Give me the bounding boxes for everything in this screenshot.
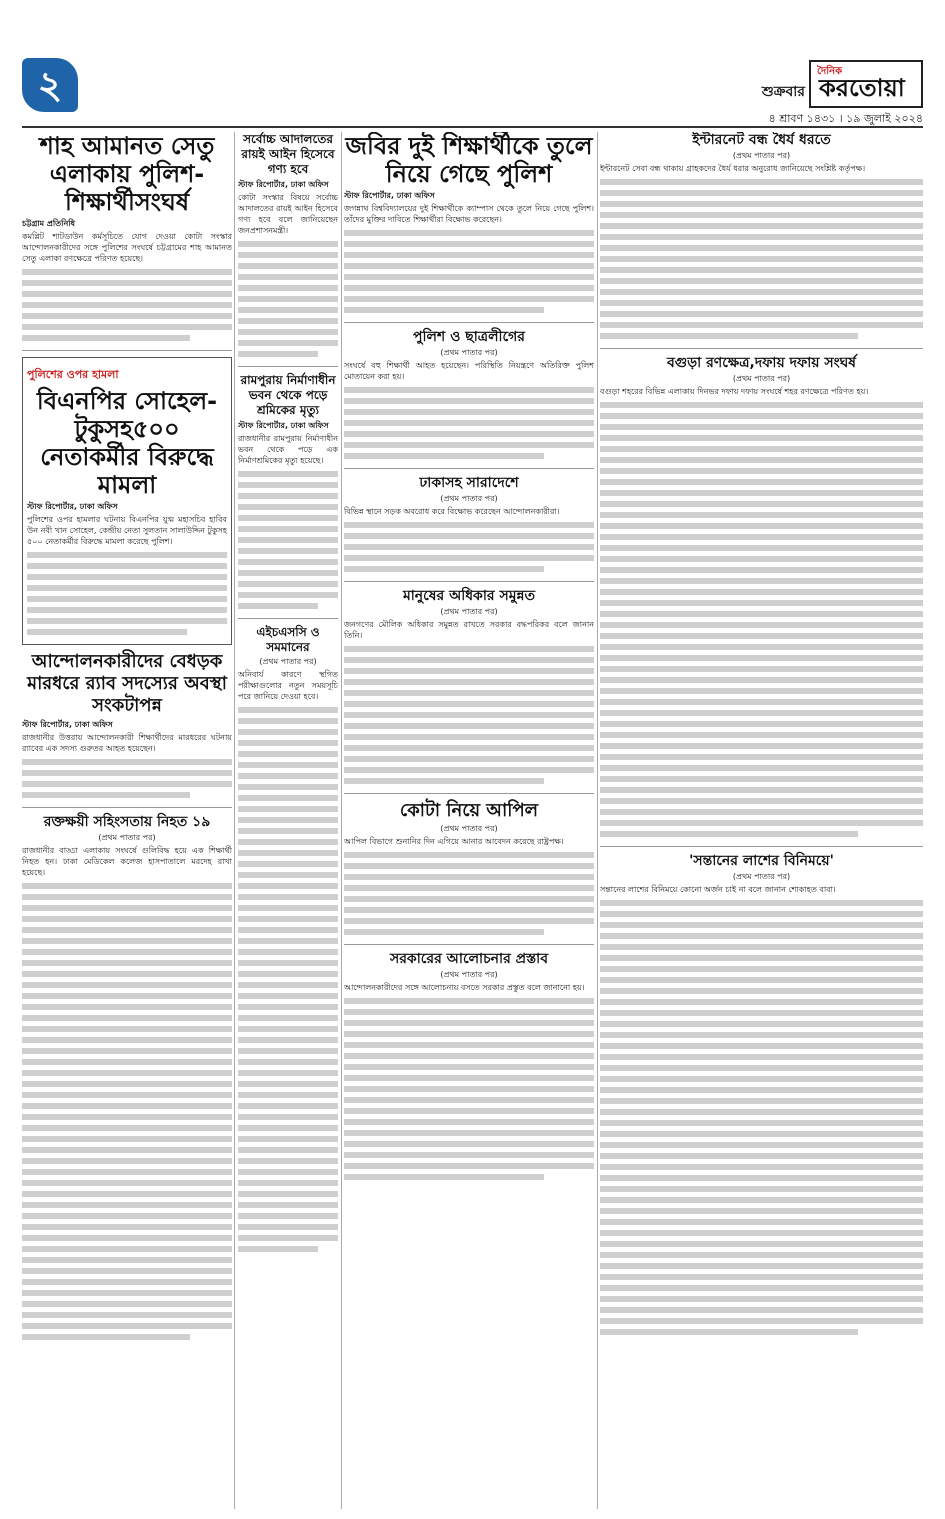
byline: চট্টগ্রাম প্রতিনিধি [22,219,76,228]
continuation: (প্রথম পাতার পর) [440,494,498,503]
story-violence-19 [22,814,232,1349]
story-bnp-case [22,357,232,645]
continuation: (প্রথম পাতার পর) [440,970,498,979]
story-text: বিভিন্ন স্থানে সড়ক অবরোধ করে বিক্ষোভ করেছেন আন্দোলনকারীরা। [344,507,560,516]
continuation: (প্রথম পাতার পর) [440,348,498,357]
story-shah-amanat [22,132,232,351]
logo-main-text: করতোয়া [819,74,905,102]
headline: পুলিশ ও ছাত্রলীগের [412,329,526,345]
story-text: ইন্টারনেট সেবা বন্ধ থাকায় গ্রাহকদের ধৈর্য ধরার অনুরোধ জানিয়েছে সংশ্লিষ্ট কর্তৃপক্ষ। [600,164,866,173]
headline: আন্দোলনকারীদের বেধড়ক মারধরে র‍্যাব সদস্যের অবস্থা সংকটাপন্ন [27,651,227,716]
story-text: রাজধানীর উত্তরায় আন্দোলনকারী শিক্ষার্থীদের মারধরের ঘটনায় র‍্যাবের এক সদস্য গুরুতর আহত হয়েছেন। [22,733,232,753]
page-number: ২ [37,63,63,107]
continuation: (প্রথম পাতার পর) [98,833,156,842]
column-2 [238,132,338,1509]
story-text: সন্তানের লাশের বিনিময়ে কোনো অর্জন চাই না বলে জানান শোকাহত বাবা। [600,885,836,894]
story-dhaka-nationwide [344,475,594,582]
headline: 'সন্তানের লাশের বিনিময়ে' [689,853,834,869]
byline: স্টাফ রিপোর্টার, ঢাকা অফিস [238,421,329,430]
headline: বগুড়া রণক্ষেত্র,দফায় দফায় সংঘর্ষ [666,355,857,371]
continuation: (প্রথম পাতার পর) [732,374,791,383]
byline: স্টাফ রিপোর্টার, ঢাকা অফিস [238,180,329,189]
column-4 [600,132,923,1509]
continuation: (প্রথম পাতার পর) [259,657,317,666]
story-text: অনিবার্য কারণে স্থগিত পরীক্ষাগুলোর নতুন সময়সূচি পরে জানিয়ে দেওয়া হবে। [238,670,338,701]
column-1 [22,132,232,1509]
story-text: জনগণের মৌলিক অধিকার সমুন্নত রাখতে সরকার বদ্ধপরিকর বলে জানান তিনি। [344,620,594,640]
headline: রক্তক্ষয়ী সহিংসতায় নিহত ১৯ [43,814,211,830]
header-rule [22,126,923,128]
story-quota-appeal [344,800,594,945]
kicker: পুলিশের ওপর হামলা [27,368,119,381]
newspaper-logo [809,60,923,108]
headline: এইচএসসি ও সমমানের [256,625,320,654]
page-number-badge [22,58,78,112]
story-text: সংঘর্ষে বহু শিক্ষার্থী আহত হয়েছেন। পরিস্থিতি নিয়ন্ত্রণে অতিরিক্ত পুলিশ মোতায়েন করা হয়। [344,361,594,381]
story-jabi-students [344,132,594,323]
story-police-chhatraleague [344,329,594,469]
story-rab-member [22,651,232,808]
day-name: শুক্রবার [761,84,805,100]
headline: জবির দুই শিক্ষার্থীকে তুলে নিয়ে গেছে পুলিশ [345,132,593,188]
dateline: ৪ শ্রাবণ ১৪৩১ । ১৯ জুলাই ২০২৪ [768,112,923,125]
column-divider [234,132,235,1509]
story-internet-shutdown [600,132,923,349]
story-court-verdict [238,132,338,367]
logo-small-text: দৈনিক [817,66,843,77]
continuation: (প্রথম পাতার পর) [732,872,791,881]
headline: সরকারের আলোচনার প্রস্তাব [389,951,549,967]
headline: ইন্টারনেট বন্ধ ধৈর্য ধরতে [692,132,831,148]
column-divider [341,132,342,1509]
continuation: (প্রথম পাতার পর) [440,824,498,833]
headline: কোটা নিয়ে আপিল [399,800,539,821]
headline: মানুষের অধিকার সমুন্নত [402,588,536,604]
story-text: কোটা সংস্কার বিষয়ে সর্বোচ্চ আদালতের রায়ই আইন হিসেবে গণ্য হবে বলে জানিয়েছেন জনপ্রশাসনমন্ত্রী। [238,193,338,235]
headline: সর্বোচ্চ আদালতের রায়ই আইন হিসেবে গণ্য হবে [241,132,335,176]
story-bogura-clash [600,355,923,847]
story-text: আন্দোলনকারীদের সঙ্গে আলোচনায় বসতে সরকার প্রস্তুত বলে জানানো হয়। [344,983,585,992]
headline: শাহ আমানত সেতু এলাকায় পুলিশ-শিক্ষার্থীসংঘর্ষ [39,132,215,216]
story-text: আপিল বিভাগে শুনানির দিন এগিয়ে আনার আবেদন করেছে রাষ্ট্রপক্ষ। [344,837,564,846]
story-govt-proposal [344,951,594,1189]
story-text: বগুড়া শহরের বিভিন্ন এলাকায় দিনভর দফায় দফায় সংঘর্ষে শহর রণক্ষেত্রে পরিণত হয়। [600,387,869,396]
headline: বিএনপির সোহেল-টুকুসহ৫০০ নেতাকর্মীর বিরুদ্ধে মামলা [36,387,218,499]
column-3 [344,132,594,1509]
continuation: (প্রথম পাতার পর) [732,151,791,160]
story-hsc-exam [238,625,338,1261]
headline: ঢাকাসহ সারাদেশে [419,475,519,491]
headline: রামপুরায় নির্মাণাধীন ভবন থেকে পড়ে শ্রমিকের মৃত্যু [240,373,336,417]
story-text: রাজধানীর বাড্ডা এলাকায় সংঘর্ষে গুলিবিদ্ধ হয়ে এক শিক্ষার্থী নিহত হন। ঢাকা মেডিকেল কলেজ হাসপাতালে মরদেহ রাখা হয়েছে। [22,846,232,877]
story-child-body [600,853,923,1344]
story-text: কমপ্লিট শাটডাউন কর্মসূচিতে যোগ দেওয়া কোটা সংস্কার আন্দোলনকারীদের সঙ্গে পুলিশের সংঘর্ষে চট্টগ্রামের শাহ আমানত সেতু এলাকা রণক্ষেত্রে পরিণত হয়েছে। [22,232,232,263]
story-human-rights [344,588,594,794]
byline: স্টাফ রিপোর্টার, ঢাকা অফিস [27,502,118,511]
story-text: পুলিশের ওপর হামলার ঘটনায় বিএনপির যুগ্ম মহাসচিব হাবিব উন নবী খান সোহেল, কেন্দ্রীয় নেতা সুলতান সালাউদ্দিন টুকুসহ ৫০০ নেতাকর্মীর বিরুদ্ধে মামলা করেছে পুলিশ। [27,515,227,546]
column-divider [597,132,598,1509]
byline: স্টাফ রিপোর্টার, ঢাকা অফিস [344,191,435,200]
masthead [0,0,945,125]
story-rampura-worker [238,373,338,619]
story-text: জগন্নাথ বিশ্ববিদ্যালয়ের দুই শিক্ষার্থীকে ক্যাম্পাস থেকে তুলে নিয়ে গেছে পুলিশ। তাঁদের মুক্তির দাবিতে শিক্ষার্থীরা বিক্ষোভ করেছেন। [344,204,594,224]
byline: স্টাফ রিপোর্টার, ঢাকা অফিস [22,720,113,729]
continuation: (প্রথম পাতার পর) [440,607,498,616]
story-text: রাজধানীর রামপুরায় নির্মাণাধীন ভবন থেকে পড়ে এক নির্মাণশ্রমিকের মৃত্যু হয়েছে। [238,434,338,465]
